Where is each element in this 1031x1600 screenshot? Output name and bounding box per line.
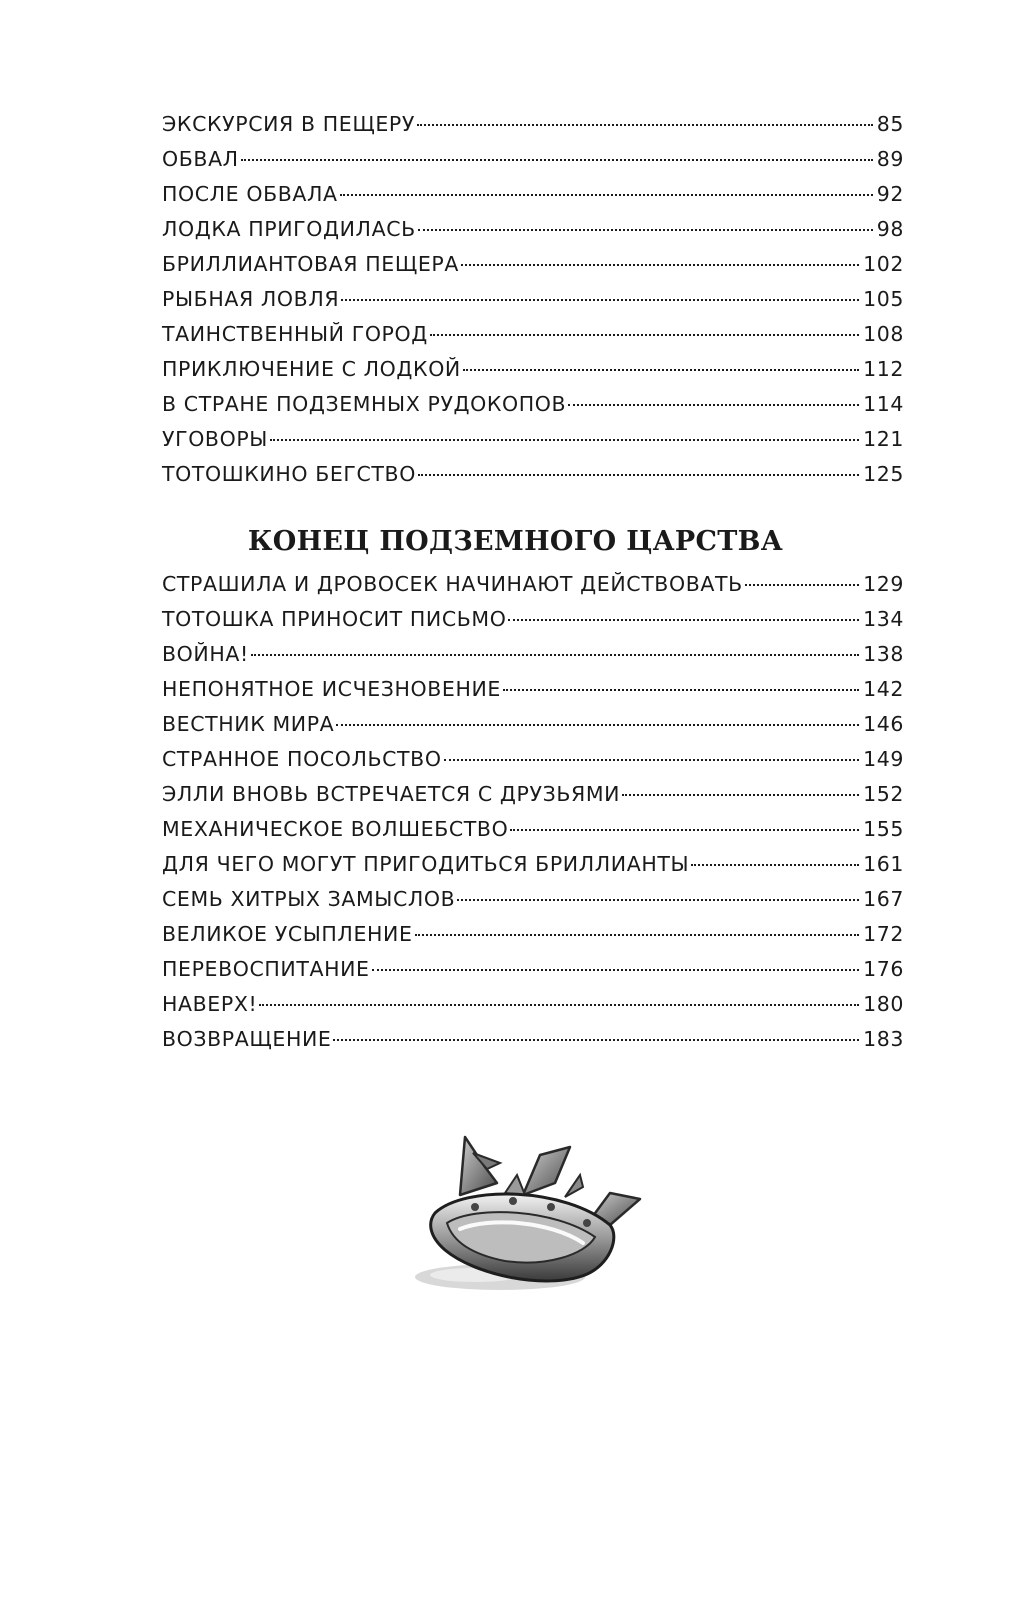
toc-entry-title: СТРАШИЛА И ДРОВОСЕК НАЧИНАЮТ ДЕЙСТВОВАТЬ (162, 572, 743, 596)
toc-leader-dots (463, 369, 859, 371)
toc-leader-dots (457, 899, 859, 901)
toc-entry (162, 607, 904, 642)
toc-entry-page: 89 (876, 147, 904, 171)
toc-entry (162, 922, 904, 957)
toc-entry (162, 462, 904, 497)
toc-entry-title: МЕХАНИЧЕСКОЕ ВОЛШЕБСТВО (162, 817, 509, 841)
toc-entry (162, 287, 904, 322)
toc-entry-title: НАВЕРХ! (162, 992, 258, 1016)
toc-entry-title: РЫБНАЯ ЛОВЛЯ (162, 287, 340, 311)
toc-leader-dots (508, 619, 859, 621)
toc-entry (162, 712, 904, 747)
toc-entry (162, 782, 904, 817)
toc-leader-dots (241, 159, 873, 161)
toc-entry-title: ОБВАЛ (162, 147, 239, 171)
toc-entry (162, 322, 904, 357)
toc-entry-title: БРИЛЛИАНТОВАЯ ПЕЩЕРА (162, 252, 459, 276)
toc-entry (162, 747, 904, 782)
toc-leader-dots (372, 969, 859, 971)
toc-entry-page: 114 (863, 392, 904, 416)
toc-entry (162, 957, 904, 992)
toc-entry-page: 98 (876, 217, 904, 241)
toc-entry-title: СЕМЬ ХИТРЫХ ЗАМЫСЛОВ (162, 887, 456, 911)
toc-entry-title: ПРИКЛЮЧЕНИЕ С ЛОДКОЙ (162, 357, 461, 381)
toc-entry-title: ЛОДКА ПРИГОДИЛАСЬ (162, 217, 416, 241)
toc-entry-page: 149 (863, 747, 904, 771)
toc-leader-dots (259, 1004, 859, 1006)
toc-entry-page: 161 (863, 852, 904, 876)
toc-entry-title: ЭЛЛИ ВНОВЬ ВСТРЕЧАЕТСЯ С ДРУЗЬЯМИ (162, 782, 621, 806)
toc-entry-page: 102 (863, 252, 904, 276)
toc-leader-dots (333, 1039, 859, 1041)
toc-entry (162, 357, 904, 392)
toc-entry-page: 138 (863, 642, 904, 666)
toc-entry-page: 129 (863, 572, 904, 596)
toc-leader-dots (503, 689, 859, 691)
toc-leader-dots (622, 794, 859, 796)
toc-leader-dots (418, 229, 873, 231)
toc-leader-dots (417, 124, 873, 126)
toc-entry (162, 677, 904, 712)
toc-leader-dots (745, 584, 859, 586)
toc-entry (162, 887, 904, 922)
toc-entry-page: 152 (863, 782, 904, 806)
toc-entry-title: ЭКСКУРСИЯ В ПЕЩЕРУ (162, 112, 415, 136)
toc-entry-title: ТОТОШКИНО БЕГСТВО (162, 462, 416, 486)
toc-entry-page: 146 (863, 712, 904, 736)
toc-leader-dots (341, 299, 859, 301)
toc-entry-page: 121 (863, 427, 904, 451)
toc-entry (162, 147, 904, 182)
toc-entry-title: ВОЙНА! (162, 642, 249, 666)
toc-entry-title: В СТРАНЕ ПОДЗЕМНЫХ РУДОКОПОВ (162, 392, 567, 416)
toc-list-part1 (162, 112, 904, 497)
toc-leader-dots (568, 404, 859, 406)
toc-leader-dots (340, 194, 873, 196)
toc-entry-page: 142 (863, 677, 904, 701)
toc-entry (162, 182, 904, 217)
toc-entry (162, 852, 904, 887)
toc-entry (162, 392, 904, 427)
toc-entry (162, 112, 904, 147)
toc-leader-dots (444, 759, 859, 761)
toc-entry (162, 992, 904, 1027)
toc-leader-dots (430, 334, 859, 336)
toc-entry (162, 817, 904, 852)
toc-entry-page: 112 (863, 357, 904, 381)
toc-entry-page: 155 (863, 817, 904, 841)
toc-entry (162, 642, 904, 677)
toc-entry-page: 85 (876, 112, 904, 136)
toc-leader-dots (415, 934, 860, 936)
toc-entry-title: ВЕЛИКОЕ УСЫПЛЕНИЕ (162, 922, 413, 946)
toc-entry-page: 176 (863, 957, 904, 981)
toc-entry-page: 172 (863, 922, 904, 946)
toc-entry-page: 180 (863, 992, 904, 1016)
toc-entry-title: ДЛЯ ЧЕГО МОГУТ ПРИГОДИТЬСЯ БРИЛЛИАНТЫ (162, 852, 690, 876)
toc-leader-dots (691, 864, 859, 866)
toc-entry-title: ПОСЛЕ ОБВАЛА (162, 182, 338, 206)
crown-icon (405, 1125, 665, 1315)
toc-entry (162, 572, 904, 607)
toc-entry-title: УГОВОРЫ (162, 427, 268, 451)
section-heading: КОНЕЦ ПОДЗЕМНОГО ЦАРСТВА (247, 526, 784, 557)
toc-entry (162, 1027, 904, 1062)
toc-entry-title: ВЕСТНИК МИРА (162, 712, 335, 736)
toc-entry-page: 108 (863, 322, 904, 346)
toc-entry-title: НЕПОНЯТНОЕ ИСЧЕЗНОВЕНИЕ (162, 677, 501, 701)
toc-entry-page: 167 (863, 887, 904, 911)
toc-entry-title: СТРАННОЕ ПОСОЛЬСТВО (162, 747, 442, 771)
toc-entry (162, 427, 904, 462)
toc-entry-page: 125 (863, 462, 904, 486)
toc-entry (162, 252, 904, 287)
toc-entry-title: ПЕРЕВОСПИТАНИЕ (162, 957, 370, 981)
toc-entry-title: ВОЗВРАЩЕНИЕ (162, 1027, 332, 1051)
toc-leader-dots (270, 439, 859, 441)
toc-entry-page: 134 (863, 607, 904, 631)
toc-list-part2 (162, 572, 904, 1062)
toc-leader-dots (461, 264, 859, 266)
toc-entry-page: 105 (863, 287, 904, 311)
toc-entry-page: 183 (863, 1027, 904, 1051)
toc-entry-page: 92 (876, 182, 904, 206)
toc-leader-dots (251, 654, 859, 656)
toc-entry (162, 217, 904, 252)
toc-leader-dots (418, 474, 859, 476)
toc-entry-title: ТОТОШКА ПРИНОСИТ ПИСЬМО (162, 607, 507, 631)
toc-entry-title: ТАИНСТВЕННЫЙ ГОРОД (162, 322, 428, 346)
toc-leader-dots (510, 829, 859, 831)
toc-leader-dots (336, 724, 859, 726)
